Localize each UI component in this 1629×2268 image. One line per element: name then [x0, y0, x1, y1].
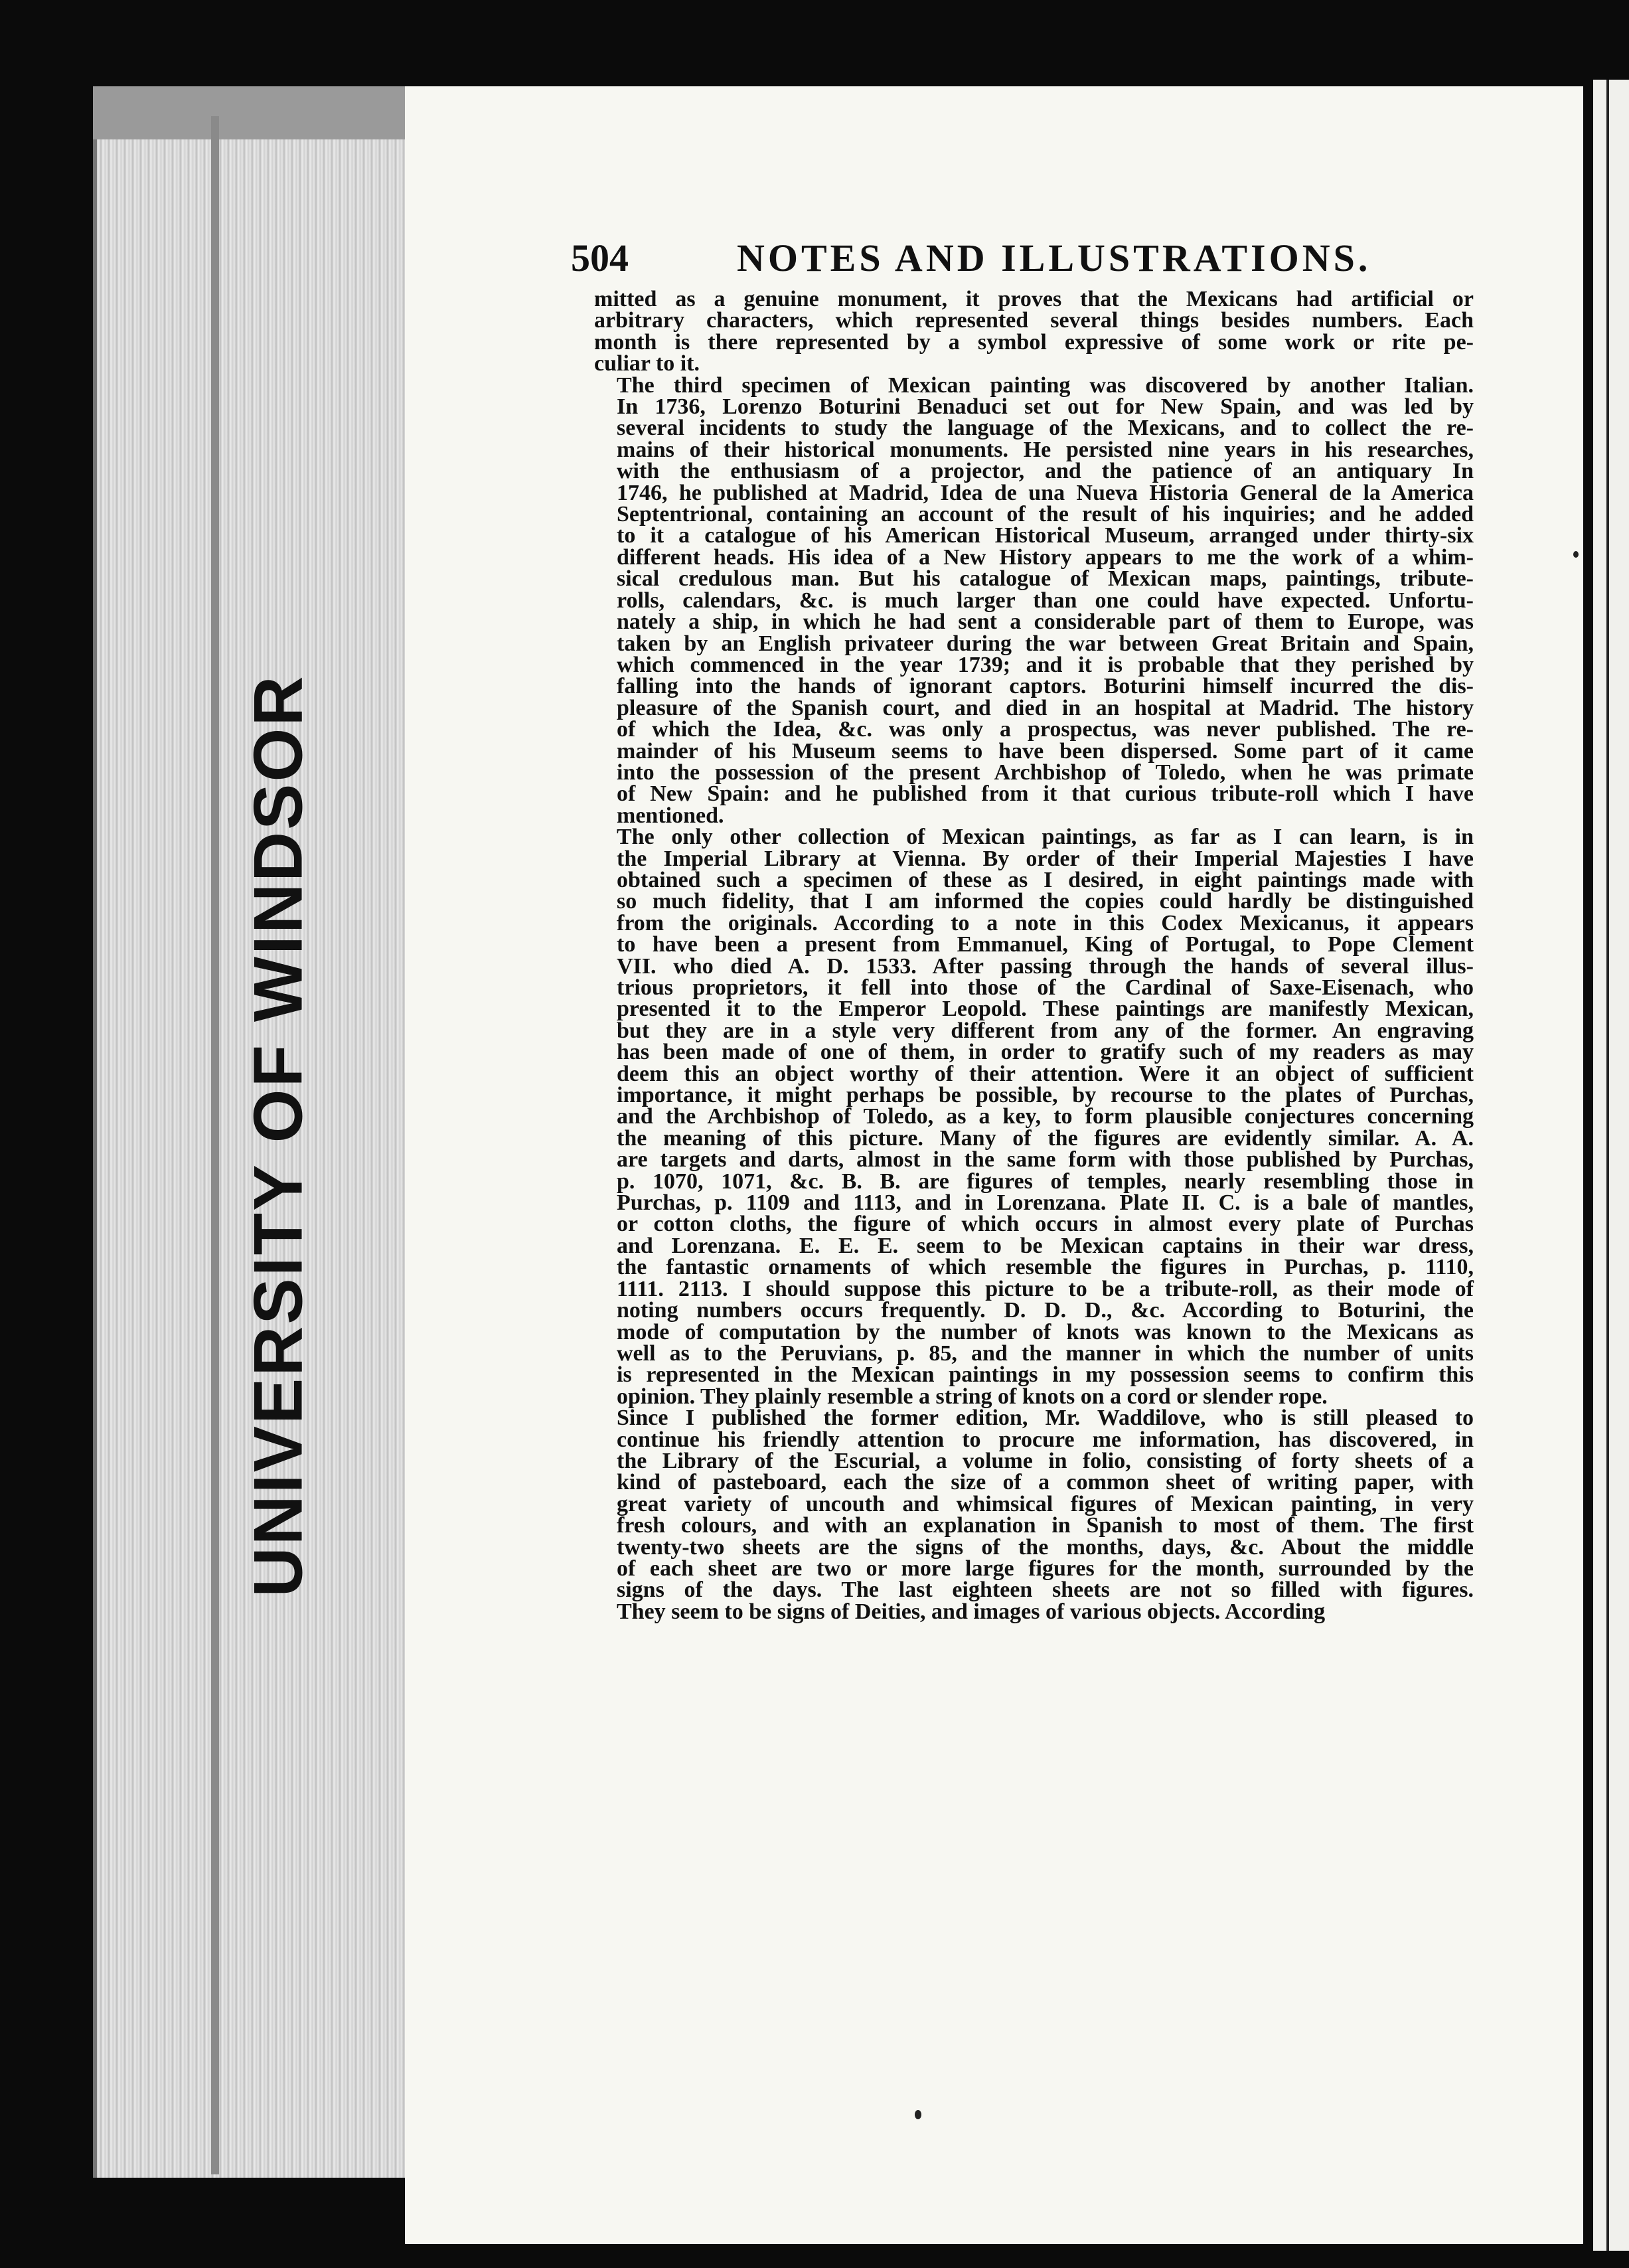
text-line: rolls, calendars, &c. is much larger than one could have expected. Unfortu-: [617, 588, 1474, 613]
running-title: NOTES AND ILLUSTRATIONS.: [737, 236, 1371, 280]
text-line: signs of the days. The last eighteen sheets are not so filled with figures.: [617, 1578, 1474, 1603]
text-line: mode of computation by the number of knots was known to the Mexicans as: [617, 1319, 1474, 1344]
text-line: of each sheet are two or more large figures for the month, surrounded by the: [617, 1556, 1474, 1581]
ink-speck: [915, 2110, 921, 2119]
text-line: so much fidelity, that I am informed the copies could hardly be distinguished: [617, 889, 1474, 914]
text-line: the fantastic ornaments of which resemble the figures in Purchas, p. 1110,: [617, 1255, 1474, 1280]
page-number: 504: [571, 236, 629, 280]
body-text: [594, 289, 1474, 1623]
text-line: mentioned.: [617, 803, 724, 828]
library-stamp: [239, 673, 319, 1597]
running-header: [571, 236, 1480, 282]
text-line: culiar to it.: [594, 351, 700, 376]
text-line: or cotton cloths, the figure of which occurs in almost every plate of Purchas: [617, 1212, 1474, 1237]
text-line: mainder of his Museum seems to have been dispersed. Some part of it came: [617, 738, 1474, 764]
text-line: sical credulous man. But his catalogue of Mexican maps, paintings, tribute-: [617, 566, 1474, 592]
text-line: from the originals. According to a note in this Codex Mexicanus, it appears: [617, 910, 1474, 935]
facing-page-edge: [1593, 80, 1629, 2251]
text-line: to it a catalogue of his American Historical Museum, arranged under thirty-six: [617, 523, 1474, 548]
text-line: pleasure of the Spanish court, and died in an hospital at Madrid. The history: [617, 695, 1474, 720]
paragraph-1: [594, 289, 1474, 375]
text-line: and Lorenzana. E. E. E. seem to be Mexican captains in their war dress,: [617, 1233, 1474, 1258]
paragraph-2: [594, 372, 1474, 828]
text-line: presented it to the Emperor Leopold. These paintings are manifestly Mexican,: [617, 997, 1474, 1022]
text-line: Since I published the former edition, Mr. Waddilove, who is still pleased to: [617, 1406, 1474, 1431]
text-line: arbitrary characters, which represented several things besides numbers. Each: [594, 308, 1474, 333]
text-line: month is there represented by a symbol expressive of some work or rite pe-: [594, 329, 1474, 355]
text-line: The third specimen of Mexican painting was discovered by another Italian.: [617, 372, 1474, 398]
text-line: obtained such a specimen of these as I desired, in eight paintings made with: [617, 867, 1474, 892]
paragraph-3: [594, 827, 1474, 1408]
text-line: nately a ship, in which he had sent a considerable part of them to Europe, was: [617, 609, 1474, 635]
text-line: with the enthusiasm of a projector, and the patience of an antiquary In: [617, 459, 1474, 484]
text-line: VII. who died A. D. 1533. After passing through the hands of several illus-: [617, 953, 1474, 979]
text-line: fresh colours, and with an explanation in Spanish to most of them. The first: [617, 1513, 1474, 1538]
text-line: 1746, he published at Madrid, Idea de una Nueva Historia General de la America: [617, 480, 1474, 505]
ink-speck: [1573, 551, 1579, 558]
text-line: trious proprietors, it fell into those of the Cardinal of Saxe-Eisenach, who: [617, 975, 1474, 1000]
text-line: has been made of one of them, in order to gratify such of my readers as may: [617, 1040, 1474, 1065]
text-line: great variety of uncouth and whimsical figures of Mexican painting, in very: [617, 1491, 1474, 1516]
text-line: the meaning of this picture. Many of the figures are evidently similar. A. A.: [617, 1125, 1474, 1151]
text-line: noting numbers occurs frequently. D. D. D., &c. According to Boturini, the: [617, 1298, 1474, 1323]
text-line: but they are in a style very different from any of the former. An engraving: [617, 1018, 1474, 1043]
text-line: the Library of the Escurial, a volume in folio, consisting of forty sheets of a: [617, 1448, 1474, 1473]
text-line: of New Spain: and he published from it that curious tribute-roll which I have: [617, 781, 1474, 807]
text-line: kind of pasteboard, each the size of a common sheet of writing paper, with: [617, 1470, 1474, 1495]
text-line: p. 1070, 1071, &c. B. B. are figures of temples, nearly resembling those in: [617, 1169, 1474, 1194]
text-line: several incidents to study the language of the Mexicans, and to collect the re-: [617, 416, 1474, 441]
text-line: importance, it might perhaps be possible, by recourse to the plates of Purchas,: [617, 1083, 1474, 1108]
text-line: which commenced in the year 1739; and it is probable that they perished by: [617, 652, 1474, 677]
paragraph-4: [594, 1408, 1474, 1623]
text-line: twenty-two sheets are the signs of the months, days, &c. About the middle: [617, 1534, 1474, 1560]
text-line: of which the Idea, &c. was only a prospectus, was never published. The re-: [617, 717, 1474, 742]
text-line: are targets and darts, almost in the same form with those published by Purchas,: [617, 1147, 1474, 1173]
text-line: falling into the hands of ignorant captors. Boturini himself incurred the dis-: [617, 674, 1474, 699]
text-line: Purchas, p. 1109 and 1113, and in Lorenzana. Plate II. C. is a bale of mantles,: [617, 1190, 1474, 1216]
library-stamp-text: UNIVERSITY OF WINDSOR: [240, 673, 317, 1597]
text-line: In 1736, Lorenzo Boturini Benaduci set out for New Spain, and was led by: [617, 394, 1474, 420]
text-line: is represented in the Mexican paintings in my possession seems to confirm this: [617, 1362, 1474, 1388]
text-line: opinion. They plainly resemble a string of knots on a cord or slender rope.: [617, 1384, 1328, 1409]
text-line: 1111. 2113. I should suppose this picture to be a tribute-roll, as their mode of: [617, 1276, 1474, 1301]
gutter-line: [1606, 80, 1609, 2251]
text-line: taken by an English privateer during the war between Great Britain and Spain,: [617, 631, 1474, 656]
text-line: Septentrional, containing an account of the result of his inquiries; and he added: [617, 502, 1474, 527]
book-edge-shadow: [211, 116, 219, 2174]
text-line: different heads. His idea of a New History appears to me the work of a whim-: [617, 544, 1474, 570]
text-line: continue his friendly attention to procure me information, has discovered, in: [617, 1427, 1474, 1452]
text-line: into the possession of the present Archbishop of Toledo, when he was primate: [617, 760, 1474, 785]
text-line: the Imperial Library at Vienna. By order of their Imperial Majesties I have: [617, 846, 1474, 871]
text-line: mains of their historical monuments. He persisted nine years in his researches,: [617, 437, 1474, 462]
text-line: deem this an object worthy of their attention. Were it an object of sufficient: [617, 1061, 1474, 1086]
text-line: and the Archbishop of Toledo, as a key, to form plausible conjectures concerning: [617, 1104, 1474, 1129]
text-line: mitted as a genuine monument, it proves that the Mexicans had artificial or: [594, 287, 1474, 311]
text-line: well as to the Peruvians, p. 85, and the manner in which the number of units: [617, 1340, 1474, 1366]
text-line: to have been a present from Emmanuel, King of Portugal, to Pope Clement: [617, 932, 1474, 957]
text-line: The only other collection of Mexican paintings, as far as I can learn, is in: [617, 825, 1474, 850]
book-edge-top: [93, 86, 405, 139]
text-line: They seem to be signs of Deities, and images of various objects. According: [617, 1599, 1326, 1624]
